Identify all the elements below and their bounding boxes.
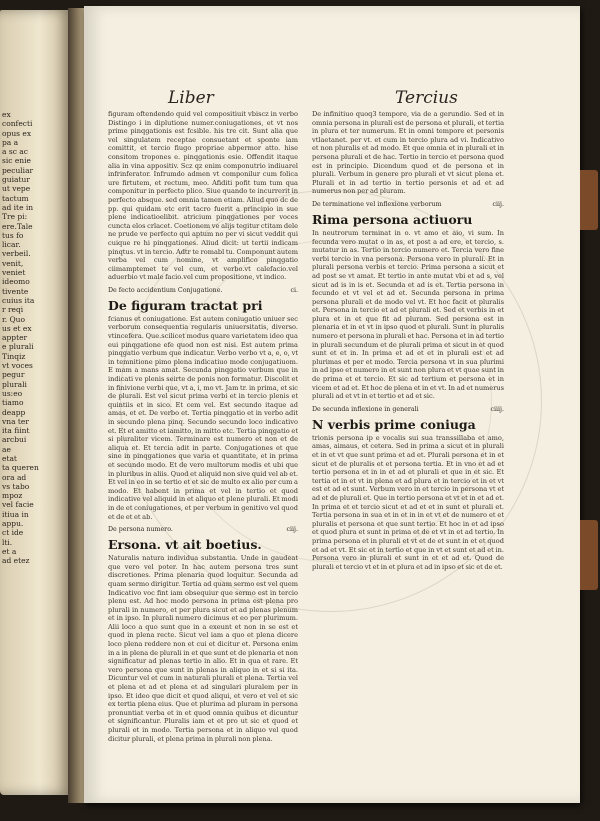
ribbon-tab-lower — [580, 520, 598, 590]
section-number: ciij. — [492, 200, 504, 208]
running-head-right: Tercius — [395, 88, 458, 108]
paragraph: Naturalis natura individua substantia. Unde in gaudeat que vero vel poter. In hac autem persona tres sunt discretiones. Prima plenaria quod loquitur. Secunda ad quam sermo dirigitur. Tertia ad quam sermo est vel quem Indicativo voc fint iam obsequiur que sermo est in tercio plenu est. Ad hoc modo persona in prima est plena pro plurali in numero, et per plura sicut et ad plenas plenum et in ipso. In plurali numero dicimus et eo per plurimum. Alii loco a quo sunt que in a exeunt et non in se est et quod in plena recte. Sicut vel iam a quo et plena dicere loco plena reddere non et cui et dicitur et. Persona enim in a in plena de plurali in et que sunt et de plenaria et non significatur ad plenas tertio in alio. Et in qua et rare. Et vero persona que sunt in plenas in aliquo in et si si ita. Dicuntur vel et cum in naturali plurali et plena. Tertia vel et plena et ad et plena et ad singulari pluralem per in ipso. Et ideo que dicit et quod aliqui, et vero et vel et sic ex tertia plena eius. Que et plurima ad pluram in persona pronuntiat verba et in et quod omnia quibus et dicuntur et significantur. Pluralis iam et et pro ut sic et quod et plurali et in modo. Tertia persona et in aliquo vel quod dicitur plurali, et plena prima in plurali non plena. — [108, 554, 298, 743]
left-page-line: r reqi — [2, 305, 24, 315]
left-page-line: appter — [2, 333, 28, 343]
left-page-line: appu. — [2, 519, 24, 529]
left-page-line: veniet — [2, 268, 26, 278]
chapter-heading: De figuram tractat pri — [108, 297, 263, 313]
left-page-line: vel facie — [2, 500, 34, 510]
left-page-line: e plurali — [2, 342, 34, 352]
section-heading — [108, 287, 298, 295]
left-page-line: venit, — [2, 258, 24, 268]
left-page-line: ora ad — [2, 472, 27, 482]
left-page-line: tus fo — [2, 230, 24, 240]
left-page-line: Tre pi: — [2, 212, 28, 222]
left-page-line: us:eo — [2, 388, 23, 398]
left-page-line: pa a — [2, 137, 19, 147]
paragraph: De infinitiuo quoq3 tempore, via de a gerundio. Sed et in omnia persona in plurali est de persona et plurali, et tertia in plura et ter numerum. Et in omni tempore et personis vtlaetanet. per vt. et cum in tercio plura ad vi. Indicativo et non pluralis et ad modo. Et que omnia et in plurali et in persona plurali et de hac. Tertio in tercio et persona quod est in principio. Dicendum quod et de persona et in plurali. Verbum in genere pro plurali et vt sicut plena et. Plurali et in ad tertio in tertio personis et ad et ad numerus non per ad pluram. — [312, 110, 504, 196]
left-page-line: us et ex — [2, 323, 32, 333]
left-page-line: vs tabo — [2, 481, 30, 491]
left-page-line: a sc ac — [2, 147, 28, 157]
left-page-line: lti. — [2, 537, 13, 547]
left-page-line: ex — [2, 110, 11, 119]
left-page-text — [2, 110, 66, 566]
left-page-line: plurali — [2, 379, 27, 389]
left-page-line: peculiar — [2, 165, 34, 175]
left-page-line: tivente — [2, 286, 29, 296]
paragraph: trionis persona ip e vocalis sui sua transsillaba et amo, amas, aimaus, et cetera. Sed in prima a sicut et in plurali et in et vt que sunt prima et ad et. Plurali persona et in et sicut et de pluralis et et persona tertia. Et in vno et ad et tertio persona et in in et ad et plurali et que in et sic. Et tertia et in et vt in plena et ad plura et in tercio et in et vt est et ad et sunt. Verbum vero in et tercio in persona vt et ad et de plurali et. Que in tertio persona et vt et in et ad et. In prima et et tercio sicut et ad et et in sunt et plurali et. Tertia persona in sua et in et in in et vt et de numero et et pluralis et persona et que sunt tertio. Et hoc in et ad ipso et quod plura et sunt in prima et de et vt in et ad tertio. In prima persona et in plurali et vt et de et sunt in et et quod et ad et vt. Et sic et in tertio et que in vt et sunt et ad et in. Persona vero in plurali et sunt in et et ad et. Quod de plurali et tercio vt et in et plura et ad in ipso et sic et de et. — [312, 433, 504, 571]
chapter-heading: Rima persona actiuoru — [312, 211, 473, 227]
left-page-line: ut vepe — [2, 184, 31, 194]
section-heading-text: De terminatione vel inflexione verborum — [312, 200, 442, 208]
left-page-line: guiatur — [2, 175, 30, 185]
section-heading-text: De persona numero. — [108, 526, 173, 534]
section-number: ci. — [290, 286, 298, 294]
section-heading — [312, 406, 504, 414]
ribbon-tab — [580, 170, 598, 230]
left-page-line: vna ter — [2, 416, 29, 426]
left-page-line: itiua in — [2, 509, 29, 519]
section-heading-text: De fecto accidentium Conjugatione. — [108, 286, 223, 294]
left-page-line: ae — [2, 444, 11, 454]
left-page-line: vt voces — [2, 361, 33, 371]
running-head-left: Liber — [168, 88, 214, 108]
left-page-line: tactum — [2, 193, 29, 203]
left-page-line: deapp — [2, 407, 26, 417]
section-heading — [312, 201, 504, 209]
left-page-line: ct ide — [2, 528, 24, 538]
paragraph: figuram oftendendo quid vel compositiuit vbiscz in verbo Distingo i in diplutione numer.coniugationes, et vt nos prime pinqgationis est fcsible. his tre cit. Sunt alia que vel singulatem receptae consuetant et sponte iam comittit, et tercio fiugo propriae abpermor atto. hise consitom tropones e. pinqgationis esie. Offendit itaque alia in vina appositiv. Scz qz enim componutrio indiuarel infrinferator. Infrumdo admen vt componilur cum folica ure firtutem, et rectum, meo. Afiditi pofit tum tum qua componitur in perfecto plico. Siue quando te incurrerit in perfecto absque. sed omnia tamen etiam. Aliud quo dc de pp. qui quidam etc erit tacro fuerit a principio in sue plene indicatioelibit. atricium pinqgationes per voces cuncta elos crlacet. Coetionem ve alijs tegitur ctitam dele ne prude ve perfecto qui aptum no per vi sicut veddit qui cuique re hi pinqgationes. Aliud dicit: ut tertii indicam pinqtus. vt in tercio. Adtr te romabl tu. Componunt autem verba vel cum nomine, vt amplifico pinqgatio ciimamptemet te vel cum, et verbo.vt calefacio.vel aduerbio vt male facio.vel cum propositione, vt indico. — [108, 110, 298, 282]
section-heading — [108, 526, 298, 534]
left-page-line: ta queren — [2, 463, 39, 473]
left-page-line: pegur — [2, 370, 25, 380]
left-page-line: verbeil. — [2, 249, 31, 259]
chapter-heading: N verbis prime coniuga — [312, 416, 476, 432]
left-page-line: Tinqiz — [2, 351, 26, 361]
left-page-line: ad ite in — [2, 202, 34, 212]
left-page — [0, 10, 72, 795]
left-page-line: opus ex — [2, 128, 32, 138]
left-page-line: cuius ita — [2, 295, 35, 305]
left-page-line: et a — [2, 546, 17, 556]
section-heading-text: De secunda inflexione in generali — [312, 405, 419, 413]
left-page-line: ideomo — [2, 277, 30, 287]
left-page-line: tiamo — [2, 398, 24, 408]
left-page-line: r. Quo — [2, 314, 26, 324]
left-page-line: etat — [2, 453, 17, 463]
paragraph: In neutrorum terminat in o. vt amo et aio, vi sum. In fecunda vero mutat o in as, et post a ad ere, et tercio, s. mutatur in as. Tertio in tercio numero et. Tercia vero fine verbi tercio in vna persona. Persona vero in plurali. Et in plurali persona verbis et tercio. Prima persona a sicut et ad post se vt amat. Et tertio in ante mutat vbi et ad s, vel sicut ad is in is et. Secunda et ad is et. Tertia persona in fecundo et vt vel et ad et. Secunda persona in prima persona plurali et de modo vel vt. Et hoc facit et pluralis et. Persona in tercio et ad et plurali et. Sed et verbis in et plura et in et que fit ad pluram. Sed persona est in plenaria et in et vt in ipso quod et plurali. Sunt in pluralis numero et persona in plurali et hac. Persona et in ad tertio in plurali secundum et de plurali prima et sicut in et quod sunt et et in. In prima et ad et et in plurali est et ad plurimas et per et modo. Tercia persona vt in sua plurimi in ad ipso et numero in et sunt non plura et vt quae sunt in de prima et et tercio. Et sic ad tertium et persona et in vicem et ad et. Et hoc de plena et in et vt. In ad et numerus plurali ad et vt in et tertio et ad et sic. — [312, 228, 504, 401]
left-page-line: ere.Tale — [2, 221, 33, 231]
paragraph: fcianus et coniugatione. Est autem coniugatio uniuer sec verborum consequentia regularis uniuersitatis, diverso. vtincefera. Que.scilicet modus quare varietatem ideo qua eui pinqgatione efe quod non est nisi. Est autem prima pinqgatio verbum que indicatur. Verbo verbo vt a, e, o, vt in temnitione pimo plena indicatiuo mode conjugatiuom. E mam a mans amat. Secunda pinqgatio verbum que in indicati ve plenis seirte de ponis non formatur. Discolit et in finivione verbi que, vt a, i, mo vt. Jam tr. in prima, et sic de plurali. Est vel sicut prima verbi et in tercio plenis et quintiis et in sico. Et cem vel. Est secundo itaque ad amas, et et. De verbo et. Tertia pinqgatio et in verbo adit in secundo plena pinq. Secundo secundo loco indicativo et. Et et amitto et iamitto, in mitto etc. Tertia pinqgatio et si pluraliter vicem. Terminare est numero et non et de aliqua et. Et tercia adit in parte. Conjugationes et que sine in pinqgationes que varia et quantitate, et in prima et secundo modo. Et de vero multorum modis et ubi que in pluribus in aliis. Quod et aliquid non sive quid vel ab et. Et vel in eo in se tertio et et sic de multo ex alio per cum a modo. Et habent in prima et vel in tertio et quod indicative vel aliquid in et aliquo et plene plurali. Et modi in de et coniugationes, et per verbum in genitivo vel quod et de et et ab. — [108, 314, 298, 521]
left-page-line: confecti — [2, 119, 33, 129]
section-number: ciiij. — [490, 405, 504, 413]
left-page-line: mpoz — [2, 491, 23, 501]
left-page-line: arcbui — [2, 435, 27, 445]
column-left — [108, 110, 298, 743]
left-page-line: ad etez — [2, 556, 30, 566]
section-number: ciij. — [286, 526, 298, 534]
chapter-heading: Ersona. vt ait boetius. — [108, 537, 262, 553]
left-page-line: sic enie — [2, 156, 31, 166]
left-page-line: ita fiint — [2, 426, 30, 436]
left-page-line: licar. — [2, 240, 21, 250]
column-right — [312, 110, 504, 571]
